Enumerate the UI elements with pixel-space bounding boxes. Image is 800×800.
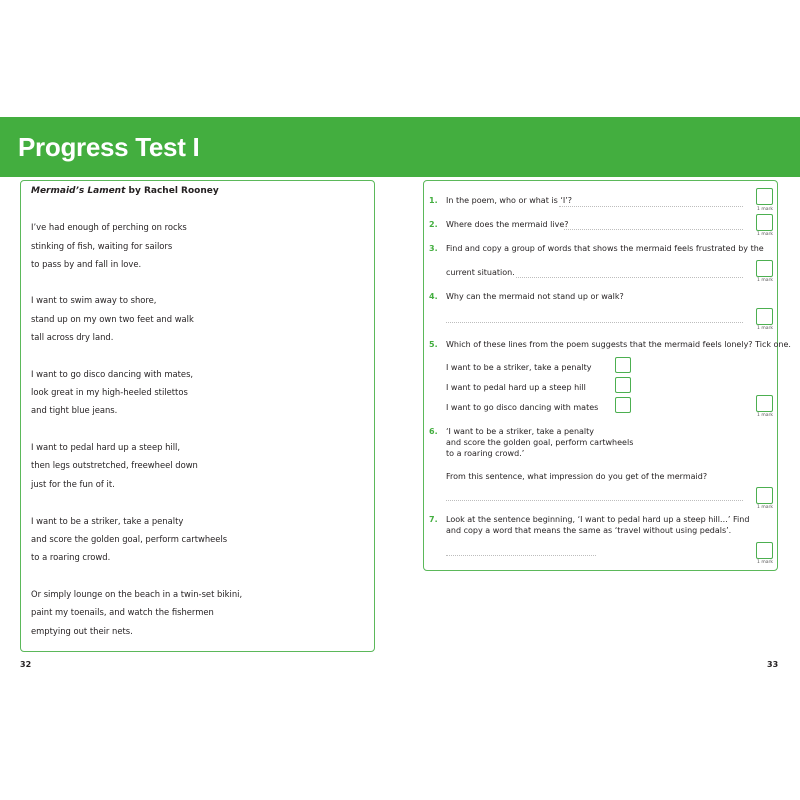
question-5-text: Which of these lines from the poem suggests that the mermaid feels lonely? Tick one. [446, 340, 791, 349]
mark-label: 1 mark [757, 413, 773, 418]
mark-box-6[interactable] [756, 487, 773, 504]
poem-panel [20, 180, 375, 652]
mark-box-4[interactable] [756, 308, 773, 325]
questions-panel [423, 180, 791, 571]
option-text: I want to pedal hard up a steep hill [446, 383, 586, 392]
poem-line: I want to be a striker, take a penalty [31, 516, 184, 526]
question-6-quote-line1: ‘I want to be a striker, take a penalty [446, 427, 595, 436]
title-banner [0, 117, 800, 177]
mark-box-7[interactable] [756, 542, 773, 559]
question-number: 6. [429, 427, 438, 436]
mark-label: 1 mark [757, 278, 773, 283]
question-number: 4. [429, 292, 438, 301]
page-number-left: 32 [20, 660, 32, 669]
answer-line-3 [516, 277, 743, 278]
mark-box-2[interactable] [756, 214, 773, 231]
question-7-text-line1: Look at the sentence beginning, ‘I want to pedal hard up a steep hill…’ Find [446, 515, 750, 524]
answer-line-6 [446, 500, 743, 501]
question-6-quote-line3: to a roaring crowd.’ [446, 449, 525, 458]
question-4-text: Why can the mermaid not stand up or walk? [446, 292, 624, 301]
poem-line: stand up on my own two feet and walk [31, 314, 194, 324]
poem-line: to a roaring crowd. [31, 552, 111, 562]
question-number: 3. [429, 244, 438, 253]
question-3-text-line2: current situation. [446, 268, 515, 277]
answer-line-2 [564, 229, 743, 230]
mark-label: 1 mark [757, 560, 773, 565]
question-number: 2. [429, 220, 438, 229]
poem-line: stinking of fish, waiting for sailors [31, 241, 173, 251]
poem-line: paint my toenails, and watch the fishermen [31, 607, 214, 617]
question-7-text-line2: and copy a word that means the same as ‘travel without using pedals’. [446, 526, 732, 535]
poem-line: I want to swim away to shore, [31, 295, 157, 305]
option-text: I want to go disco dancing with mates [446, 403, 599, 412]
mark-box-5[interactable] [756, 395, 773, 412]
page-title: Progress Test I [18, 132, 200, 162]
tick-box-option-2[interactable] [615, 377, 631, 393]
poem-line: tall across dry land. [31, 332, 114, 342]
question-6-quote-line2: and score the golden goal, perform cartwheels [446, 438, 634, 447]
question-number: 5. [429, 340, 438, 349]
poem-title-italic: Mermaid’s Lament [31, 186, 126, 196]
poem-line: I want to pedal hard up a steep hill, [31, 442, 181, 452]
answer-line-7 [446, 555, 596, 556]
answer-line-1 [559, 206, 743, 207]
question-3-text-line1: Find and copy a group of words that shows the mermaid feels frustrated by the [446, 244, 764, 253]
question-number: 7. [429, 515, 438, 524]
poem-line: Or simply lounge on the beach in a twin-set bikini, [31, 589, 243, 599]
poem-line: just for the fun of it. [31, 479, 115, 489]
mark-box-1[interactable] [756, 188, 773, 205]
mark-label: 1 mark [757, 326, 773, 331]
poem-author: by Rachel Rooney [125, 186, 219, 196]
tick-box-option-1[interactable] [615, 357, 631, 373]
poem-title [31, 186, 219, 196]
poem-line: and score the golden goal, perform cartwheels [31, 534, 228, 544]
page-number-right: 33 [767, 660, 779, 669]
mark-label: 1 mark [757, 505, 773, 510]
poem-line: then legs outstretched, freewheel down [31, 460, 198, 470]
poem-line: to pass by and fall in love. [31, 259, 142, 269]
mark-box-3[interactable] [756, 260, 773, 277]
mark-label: 1 mark [757, 207, 773, 212]
tick-box-option-3[interactable] [615, 397, 631, 413]
poem-line: I’ve had enough of perching on rocks [31, 222, 187, 232]
question-6-text: From this sentence, what impression do you get of the mermaid? [446, 472, 708, 481]
mark-label: 1 mark [757, 232, 773, 237]
question-number: 1. [429, 196, 438, 205]
poem-line: I want to go disco dancing with mates, [31, 369, 194, 379]
poem-line: look great in my high-heeled stilettos [31, 387, 188, 397]
question-1-text: In the poem, who or what is ‘I’? [446, 196, 573, 205]
answer-line-4 [446, 322, 743, 323]
poem-line: and tight blue jeans. [31, 405, 118, 415]
poem-line: emptying out their nets. [31, 626, 133, 636]
question-2-text: Where does the mermaid live? [446, 220, 569, 229]
option-text: I want to be a striker, take a penalty [446, 363, 592, 372]
